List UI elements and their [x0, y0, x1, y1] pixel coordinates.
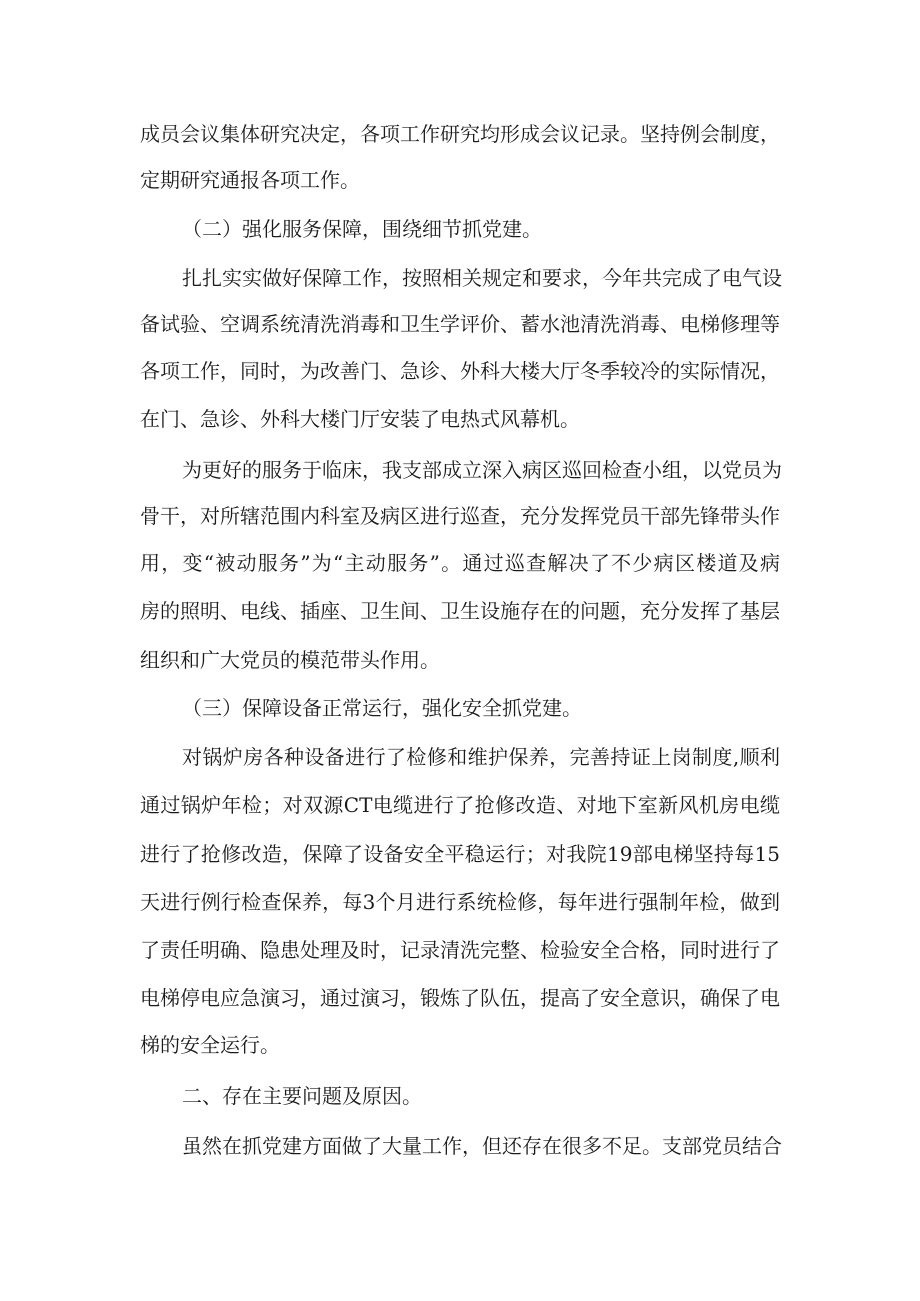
text-line: 在门、急诊、外科大楼门厅安装了电热式风幕机。 — [140, 407, 580, 431]
text-line: 虽然在抓党建方面做了大量工作，但还存在很多不足。支部党员结合 — [182, 1134, 782, 1158]
text-line: 用，变“被动服务”为“主动服务”。通过巡查解决了不少病区楼道及病 — [140, 551, 780, 575]
text-line: 天进行例行检查保养，每3个月进行系统检修，每年进行强制年检，做到 — [140, 890, 780, 914]
text-line: 为更好的服务于临床，我支部成立深入病区巡回检查小组，以党员为 — [182, 458, 782, 482]
text-line: 房的照明、电线、插座、卫生间、卫生设施存在的问题，充分发挥了基层 — [140, 599, 780, 623]
section-heading: （二）强化服务保障，围绕细节抓党建。 — [182, 217, 542, 241]
text-line: 进行了抢修改造，保障了设备安全平稳运行；对我院19部电梯坚持每15 — [140, 842, 780, 866]
text-line: 了责任明确、隐患处理及时，记录清洗完整、检验安全合格，同时进行了 — [140, 938, 780, 962]
text-line: 骨干，对所辖范围内科室及病区进行巡查，充分发挥党员干部先锋带头作 — [140, 504, 780, 528]
section-heading: （三）保障设备正常运行，强化安全抓党建。 — [182, 696, 582, 720]
text-line: 定期研究通报各项工作。 — [140, 168, 360, 192]
text-line: 通过锅炉年检；对双源CT电缆进行了抢修改造、对地下室新风机房电缆 — [140, 793, 780, 817]
text-line: 各项工作，同时，为改善门、急诊、外科大楼大厅冬季较冷的实际情况， — [140, 359, 780, 383]
text-line: 组织和广大党员的模范带头作用。 — [140, 648, 440, 672]
text-line: 电梯停电应急演习，通过演习，锻炼了队伍，提高了安全意识，确保了电 — [140, 986, 780, 1010]
section-heading: 二、存在主要问题及原因。 — [182, 1084, 422, 1108]
text-line: 备试验、空调系统清洗消毒和卫生学评价、蓄水池清洗消毒、电梯修理等 — [140, 312, 780, 336]
text-line: 对锅炉房各种设备进行了检修和维护保养，完善持证上岗制度,顺利 — [182, 745, 780, 769]
text-line: 扎扎实实做好保障工作，按照相关规定和要求，今年共完成了电气设 — [182, 266, 782, 290]
text-line: 梯的安全运行。 — [140, 1033, 280, 1057]
text-line: 成员会议集体研究决定，各项工作研究均形成会议记录。坚持例会制度， — [140, 122, 780, 146]
